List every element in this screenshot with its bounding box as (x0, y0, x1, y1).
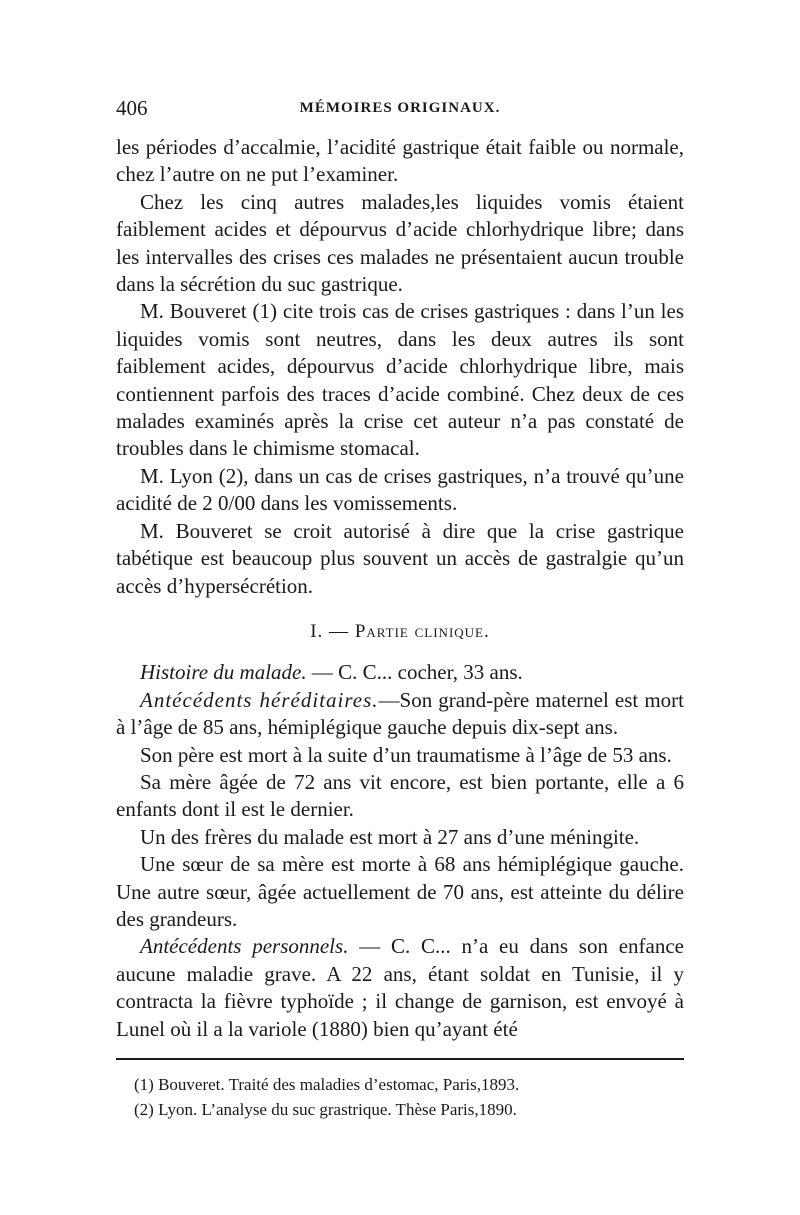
body-text (116, 134, 684, 1043)
paragraph: M. Lyon (2), dans un cas de crises gastriques, n’a trouvé qu’une acidité de 2 0/00 dans les vomissements. (116, 463, 684, 516)
paragraph-label: Antécédents personnels. (140, 934, 349, 959)
paragraph (116, 933, 684, 1043)
paragraph: Sa mère âgée de 72 ans vit encore, est bien portante, elle a 6 enfants dont il est le dernier. (116, 769, 684, 822)
footnote: (2) Lyon. L’analyse du suc grastrique. Thèse Paris,1890. (134, 1100, 517, 1119)
paragraph-text: — C. C... cocher, 33 ans. (306, 660, 523, 685)
page-number: 406 (116, 96, 148, 120)
section-heading (116, 618, 684, 645)
page-header (116, 96, 684, 130)
section-title: Partie clinique. (354, 620, 490, 642)
paragraph: Un des frères du malade est mort à 27 ans d’une méningite. (140, 824, 640, 849)
paragraph (116, 659, 684, 686)
paragraph-text: — C. C... n’a eu dans son enfance aucune maladie grave. A 22 ans, étant soldat en Tunisie, il y contracta la fièvre typhoïde ; il change de garnison, est envoyé à Lunel où il a la variole (1880) bien qu’ayant été (116, 934, 685, 1041)
paragraph (116, 687, 684, 742)
paragraph: Une sœur de sa mère est morte à 68 ans hémiplégique gauche. Une autre sœur, âgée actuellement de 70 ans, est atteinte du délire des grandeurs. (116, 852, 684, 931)
paragraph-label: Antécédents héréditaires. (140, 687, 379, 712)
paragraph: Chez les cinq autres malades,les liquides vomis étaient faiblement acides et dépourvus d’acide chlorhydrique libre; dans les intervalles des crises ces malades ne présentaient aucun trouble dans la sécrétion du suc gastrique. (116, 189, 684, 297)
running-head: MÉMOIRES ORIGINAUX. (299, 100, 501, 116)
section-number: I. — (310, 620, 350, 642)
footnotes (134, 1072, 684, 1122)
footnote: (1) Bouveret. Traité des maladies d’estomac, Paris,1893. (134, 1075, 520, 1094)
footnote-divider (116, 1058, 684, 1060)
paragraph: Son père est mort à la suite d’un traumatisme à l’âge de 53 ans. (140, 742, 672, 767)
paragraph: M. Bouveret se croit autorisé à dire que la crise gastrique tabétique est beaucoup plus souvent un accès de gastralgie qu’un accès d’hypersécrétion. (116, 518, 684, 598)
paragraph: M. Bouveret (1) cite trois cas de crises gastriques : dans l’un les liquides vomis sont neutres, dans les deux autres ils sont faiblement acides, dépourvus d’acide chlorhydrique libre, mais contiennent parfois des traces d’acide combiné. Chez deux de ces malades examinés après la crise cet auteur n’a pas constaté de troubles dans le chimisme stomacal. (116, 299, 684, 461)
paragraph: les périodes d’accalmie, l’acidité gastrique était faible ou normale, chez l’autre on ne put l’examiner. (116, 135, 684, 187)
paragraph-text: —Son grand-père maternel est mort à l’âge de 85 ans, hémiplégique gauche depuis dix-sept ans. (116, 687, 684, 740)
paragraph-label: Histoire du malade. (140, 660, 307, 685)
